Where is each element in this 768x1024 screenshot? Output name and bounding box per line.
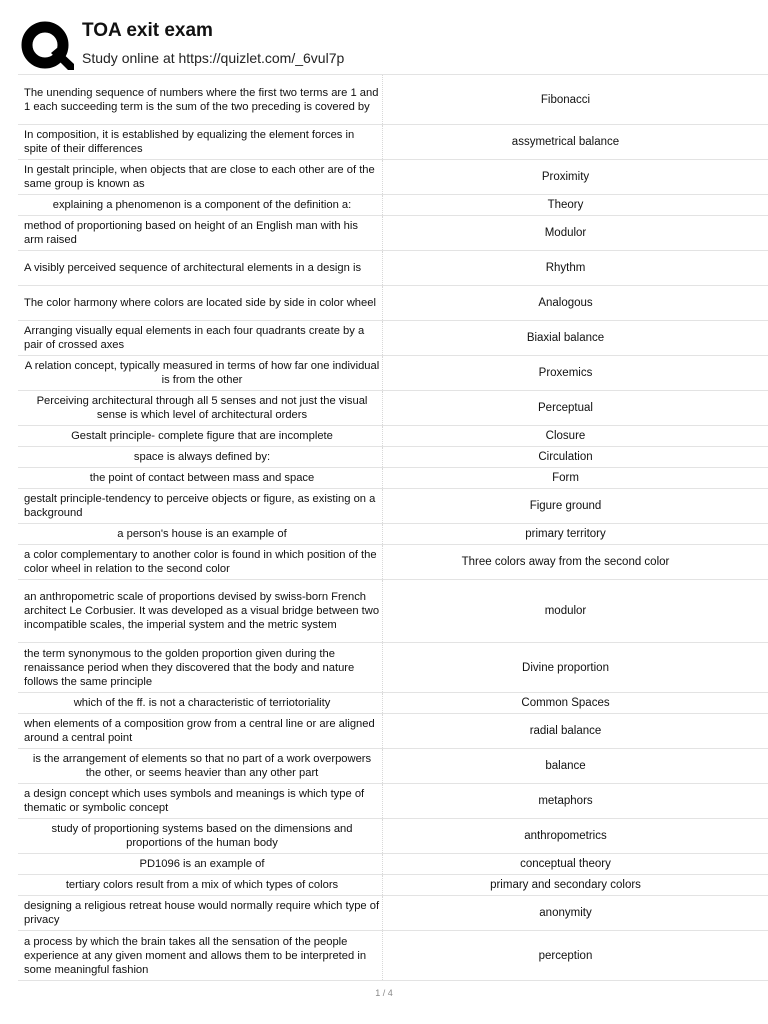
- question-cell: gestalt principle-tendency to perceive objects or figure, as existing on a background: [18, 489, 383, 523]
- answer-cell: Divine proportion: [522, 661, 609, 674]
- table-row: [18, 468, 768, 489]
- answer-cell: Circulation: [538, 451, 593, 463]
- answer-cell: balance: [545, 760, 586, 772]
- table-row: [18, 545, 768, 580]
- question-cell: Gestalt principle- complete figure that are incomplete: [18, 426, 383, 446]
- question-cell: when elements of a composition grow from a central line or are aligned around a central point: [18, 714, 383, 748]
- table-row: [18, 643, 768, 693]
- table-row: [18, 447, 768, 468]
- question-cell: the term synonymous to the golden proportion given during the renaissance period when they discovered that the body and nature follows the same principle: [18, 643, 383, 692]
- answer-cell: assymetrical balance: [511, 136, 620, 148]
- question-cell: a person's house is an example of: [18, 524, 383, 544]
- answer-cell: primary territory: [525, 528, 606, 540]
- table-row: [18, 160, 768, 195]
- question-cell: an anthropometric scale of proportions devised by swiss-born French architect Le Corbusier. It was developed as a visual bridge between two incompatible scales, the imperial system and the metric system: [18, 580, 383, 642]
- question-cell: designing a religious retreat house would normally require which type of privacy: [18, 896, 383, 930]
- question-cell: is the arrangement of elements so that no part of a work overpowers the other, or seems heavier than any other part: [18, 749, 383, 783]
- answer-cell: Proximity: [541, 171, 590, 183]
- table-row: [18, 714, 768, 749]
- question-cell: explaining a phenomenon is a component of the definition a:: [18, 195, 383, 215]
- answer-cell: Rhythm: [545, 262, 586, 274]
- question-cell: The unending sequence of numbers where the first two terms are 1 and 1 each succeeding term is the sum of the two preceding is covered by: [18, 75, 383, 124]
- answer-cell: Three colors away from the second color: [461, 556, 670, 568]
- answer-cell: metaphors: [538, 795, 593, 807]
- table-row: [18, 489, 768, 524]
- page-title: TOA exit exam: [82, 20, 213, 41]
- answer-cell: anthropometrics: [524, 830, 607, 842]
- answer-cell: Form: [552, 472, 579, 484]
- question-cell: The color harmony where colors are located side by side in color wheel: [18, 286, 383, 320]
- question-cell: Arranging visually equal elements in each four quadrants create by a pair of crossed axes: [18, 321, 383, 355]
- table-row: [18, 195, 768, 216]
- page-number: 1 / 4: [375, 988, 393, 998]
- question-cell: the point of contact between mass and space: [18, 468, 383, 488]
- table-row: [18, 426, 768, 447]
- table-row: [18, 524, 768, 545]
- question-cell: Perceiving architectural through all 5 senses and not just the visual sense is which level of architectural orders: [18, 391, 383, 425]
- table-row: [18, 819, 768, 854]
- answer-cell: Biaxial balance: [526, 332, 605, 344]
- answer-cell: Perceptual: [538, 402, 593, 414]
- question-cell: tertiary colors result from a mix of which types of colors: [18, 875, 383, 895]
- question-cell: a process by which the brain takes all the sensation of the people experience at any given moment and allows them to be interpreted in some meaningful fashion: [18, 931, 383, 980]
- answer-cell: Analogous: [538, 297, 593, 309]
- table-row: [18, 784, 768, 819]
- question-cell: In gestalt principle, when objects that are close to each other are of the same group is known as: [18, 160, 383, 194]
- table-row: [18, 125, 768, 160]
- question-cell: which of the ff. is not a characteristic of terriotoriality: [18, 693, 383, 713]
- question-cell: a design concept which uses symbols and meanings is which type of thematic or symbolic concept: [18, 784, 383, 818]
- answer-cell: Theory: [547, 199, 584, 211]
- answer-cell: Fibonacci: [540, 93, 591, 106]
- table-row: [18, 321, 768, 356]
- question-cell: In composition, it is established by equalizing the element forces in spite of their differences: [18, 125, 383, 159]
- answer-cell: Common Spaces: [521, 697, 610, 709]
- table-row: [18, 580, 768, 643]
- question-cell: method of proportioning based on height of an English man with his arm raised: [18, 216, 383, 250]
- table-row: [18, 896, 768, 931]
- question-cell: A visibly perceived sequence of architectural elements in a design is: [18, 251, 383, 285]
- table-row: [18, 931, 768, 981]
- answer-cell: Figure ground: [529, 500, 602, 512]
- table-row: [18, 356, 768, 391]
- question-cell: PD1096 is an example of: [18, 854, 383, 874]
- answer-cell: perception: [538, 949, 593, 962]
- table-row: [18, 391, 768, 426]
- question-cell: study of proportioning systems based on the dimensions and proportions of the human body: [18, 819, 383, 853]
- answer-cell: radial balance: [529, 725, 602, 737]
- quizlet-q-icon: [20, 20, 74, 74]
- flashcard-table: [18, 74, 768, 981]
- table-row: [18, 75, 768, 125]
- question-cell: a color complementary to another color is found in which position of the color wheel in relation to the second color: [18, 545, 383, 579]
- table-row: [18, 875, 768, 896]
- answer-cell: modulor: [544, 605, 587, 617]
- answer-cell: Closure: [545, 430, 586, 442]
- table-row: [18, 251, 768, 286]
- answer-cell: conceptual theory: [520, 858, 611, 870]
- question-cell: A relation concept, typically measured in terms of how far one individual is from the other: [18, 356, 383, 390]
- page-header: [18, 14, 758, 74]
- question-cell: space is always defined by:: [18, 447, 383, 467]
- table-row: [18, 216, 768, 251]
- table-row: [18, 854, 768, 875]
- table-row: [18, 749, 768, 784]
- study-link[interactable]: Study online at https://quizlet.com/_6vul7p: [82, 50, 345, 66]
- answer-cell: Proxemics: [538, 367, 593, 379]
- table-row: [18, 693, 768, 714]
- answer-cell: anonymity: [539, 907, 592, 919]
- answer-cell: Modulor: [544, 227, 587, 239]
- answer-cell: primary and secondary colors: [490, 879, 641, 891]
- table-row: [18, 286, 768, 321]
